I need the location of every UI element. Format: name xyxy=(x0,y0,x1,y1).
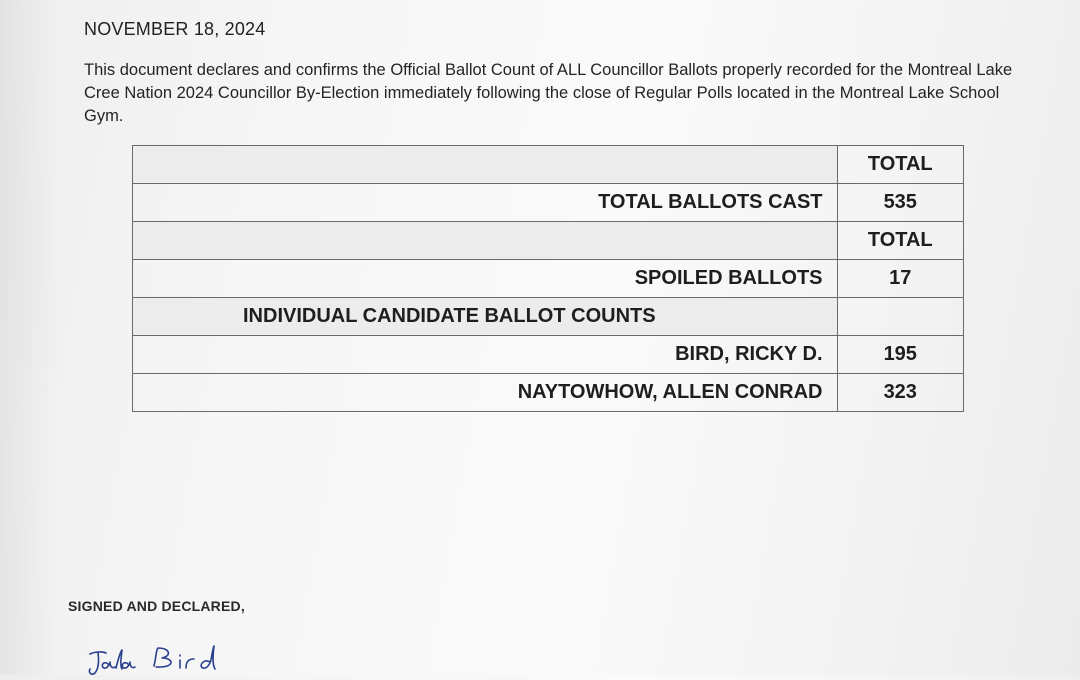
total-ballots-cast-label: TOTAL BALLOTS CAST xyxy=(133,184,838,222)
candidate-counts-heading: INDIVIDUAL CANDIDATE BALLOT COUNTS xyxy=(133,298,838,336)
candidate-count: 195 xyxy=(837,336,963,374)
table-row xyxy=(133,222,964,260)
table-cell-empty xyxy=(837,298,963,336)
page-shadow xyxy=(0,0,60,675)
table-cell-empty xyxy=(133,146,838,184)
candidate-row xyxy=(133,374,964,412)
candidate-count: 323 xyxy=(837,374,963,412)
signed-declared-label: SIGNED AND DECLARED, xyxy=(68,598,245,614)
table-row xyxy=(133,146,964,184)
total-header: TOTAL xyxy=(837,146,963,184)
document-date: NOVEMBER 18, 2024 xyxy=(84,19,266,39)
total-ballots-cast-value: 535 xyxy=(837,184,963,222)
spoiled-ballots-label: SPOILED BALLOTS xyxy=(133,260,838,298)
handwritten-signature xyxy=(84,640,264,680)
ballot-count-table xyxy=(132,145,964,412)
total-header: TOTAL xyxy=(837,222,963,260)
spoiled-ballots-value: 17 xyxy=(837,260,963,298)
table-row xyxy=(133,298,964,336)
table-cell-empty xyxy=(133,222,838,260)
candidate-name: BIRD, RICKY D. xyxy=(133,336,838,374)
declaration-text: This document declares and confirms the Official Ballot Count of ALL Councillor Ballots properly recorded for the Montreal Lake Cree Nation 2024 Councillor By-Election immediately following the close of Regular Polls located in the Montreal Lake School Gym. xyxy=(84,61,1013,125)
candidate-row xyxy=(133,336,964,374)
table-row xyxy=(133,260,964,298)
table-row xyxy=(133,184,964,222)
candidate-name: NAYTOWHOW, ALLEN CONRAD xyxy=(133,374,838,412)
